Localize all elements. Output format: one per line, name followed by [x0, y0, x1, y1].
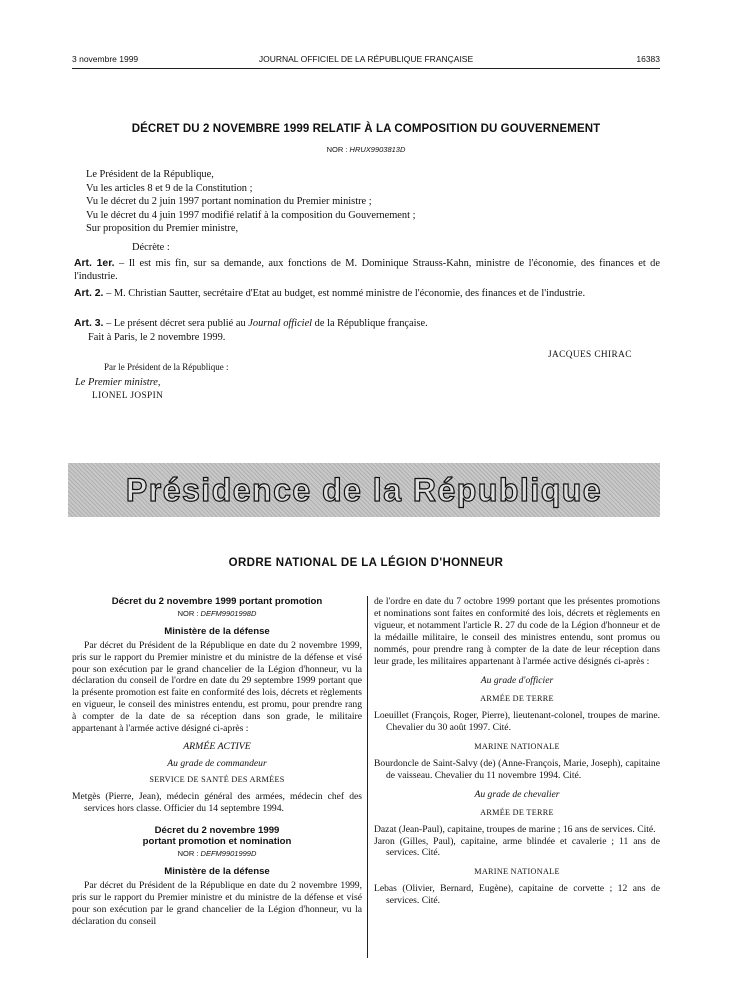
grade-officier: Au grade d'officier — [480, 675, 554, 687]
section-marine-nationale: MARINE NATIONALE — [474, 742, 560, 752]
nor-code: DEFM9901999D — [200, 849, 257, 859]
article-1 — [74, 257, 660, 284]
article-label: Art. 2. — [74, 288, 104, 299]
decree-1-ministry: Ministère de la défense — [164, 625, 270, 637]
entry-loeuillet: Loeuillet (François, Roger, Pierre), lieutenant-colonel, troupes de marine. Chevalier du 30 août 1997. Cité. — [374, 710, 660, 734]
article-3 — [74, 317, 660, 330]
article-label: Art. 1er. — [74, 258, 115, 269]
nor-code: HRUX9903813D — [349, 145, 406, 154]
decrete: Décrète : — [132, 242, 170, 253]
left-column — [72, 596, 362, 928]
article-text: – M. Christian Sautter, secrétaire d'Etat au budget, est nommé ministre de l'économie, des finances et de l'industrie. — [106, 288, 586, 299]
decree-1-title: Décret du 2 novembre 1999 portant promotion — [111, 596, 323, 607]
decree-1-service: SERVICE DE SANTÉ DES ARMÉES — [149, 774, 285, 784]
decree-1-nor — [72, 608, 362, 620]
decree-visas — [86, 168, 415, 236]
article-2 — [74, 287, 660, 300]
signer-name: JACQUES CHIRAC — [548, 350, 632, 360]
decree-2-body-continued: de l'ordre en date du 7 octobre 1999 portant que les présentes promotions et nominations sont faites en conformité des lois, décrets et règlements en vigueur, et notamment l'article R. 27 du code de la Légion d'honneur et de la médaille militaire, le conseil des ministres entendu, sont promus ou nommés, pour prendre rang à compter de la date de leur réception dans leur grade, les militaires appartenant à l'armée active désignés ci-après : — [374, 596, 660, 667]
article-text: de la République française. — [312, 318, 428, 329]
visa-line: Sur proposition du Premier ministre, — [86, 223, 239, 234]
par-le-president: Par le Président de la République : — [104, 362, 229, 372]
nor-label: NOR : — [177, 849, 199, 859]
decree-2-title — [72, 825, 362, 849]
article-text: – Le présent décret sera publié au — [106, 318, 249, 329]
visa-line: Le Président de la République, — [86, 169, 214, 180]
header-page-number: 16383 — [636, 54, 660, 64]
article-text: – Il est mis fin, sur sa demande, aux fonctions de M. Dominique Strauss-Kahn, ministre de l'économie, des finances et de l'industrie. — [74, 258, 660, 283]
nor-label: NOR : — [326, 145, 348, 154]
section-armee-de-terre: ARMÉE DE TERRE — [480, 694, 554, 704]
header-journal: JOURNAL OFFICIEL DE LA RÉPUBLIQUE FRANÇAISE — [258, 54, 474, 64]
section-armee-de-terre: ARMÉE DE TERRE — [480, 807, 554, 817]
decree-2-ministry: Ministère de la défense — [164, 866, 270, 878]
order-title: ORDRE NATIONAL DE LA LÉGION D'HONNEUR — [228, 557, 504, 569]
fait-a-paris: Fait à Paris, le 2 novembre 1999. — [88, 332, 226, 343]
header-rule — [72, 68, 660, 69]
decree-2-body: Par décret du Président de la République en date du 2 novembre 1999, pris sur le rapport du Premier ministre et du ministre de la défense et visé pour son exécution par le grand chancelier de la Légion d'honneur, vu la déclaration du conseil — [72, 880, 362, 927]
right-column — [374, 596, 660, 907]
visa-line: Vu les articles 8 et 9 de la Constitution ; — [86, 182, 253, 194]
banner-text: Présidence de la République — [125, 471, 603, 508]
entry-dazat: Dazat (Jean-Paul), capitaine, troupes de marine ; 16 ans de services. Cité. — [374, 823, 656, 835]
decree-2-title-line: Décret du 2 novembre 1999 — [154, 824, 280, 836]
column-divider — [367, 596, 368, 958]
header-date: 3 novembre 1999 — [72, 54, 139, 64]
entry-bourdoncle: Bourdoncle de Saint-Salvy (de) (Anne-François, Marie, Joseph), capitaine de vaisseau. Chevalier du 11 novembre 1994. Cité. — [374, 757, 660, 781]
premier-ministre-title: Le Premier ministre, — [75, 377, 161, 388]
nor-label: NOR : — [177, 608, 199, 618]
entry-lebas: Lebas (Olivier, Bernard, Eugène), capitaine de corvette ; 12 ans de services. Cité. — [374, 883, 660, 907]
visa-line: Vu le décret du 4 juin 1997 modifié relatif à la composition du Gouvernement ; — [86, 209, 416, 221]
nor-code: DEFM9901998D — [200, 608, 257, 618]
decree-1-army: ARMÉE ACTIVE — [183, 740, 251, 752]
decree-nor — [72, 145, 660, 154]
running-head — [72, 54, 660, 68]
section-banner — [68, 463, 660, 517]
article-text-italic: Journal officiel — [248, 318, 313, 329]
decree-2-title-line: portant promotion et nomination — [142, 836, 292, 848]
section-marine-nationale: MARINE NATIONALE — [474, 867, 560, 877]
decree-1-body: Par décret du Président de la République en date du 2 novembre 1999, pris sur le rapport du Premier ministre et du ministre de la défense et visé pour son exécution par le grand chancelier de la Légion d'honneur, vu la déclaration du conseil de l'ordre en date du 29 septembre 1999 portant que la présente promotion est faite en conformité des lois, décrets et règlements en vigueur, le conseil des ministres entendu, est promu, pour prendre rang à compter de la date de sa réception dans son grade, le militaire appartenant à l'armée active désigné ci-après : — [72, 639, 362, 735]
entry-jaron: Jaron (Gilles, Paul), capitaine, arme blindée et cavalerie ; 11 ans de services. Cité. — [374, 835, 660, 859]
decree-2-nor — [72, 848, 362, 860]
decree-title: DÉCRET DU 2 NOVEMBRE 1999 RELATIF À LA COMPOSITION DU GOUVERNEMENT — [131, 123, 601, 135]
grade-chevalier: Au grade de chevalier — [474, 788, 560, 800]
decree-1-grade: Au grade de commandeur — [167, 757, 267, 769]
visa-line: Vu le décret du 2 juin 1997 portant nomination du Premier ministre ; — [86, 196, 372, 207]
premier-ministre-name: LIONEL JOSPIN — [92, 391, 164, 401]
article-label: Art. 3. — [74, 318, 104, 329]
decree-1-entry: Metgès (Pierre, Jean), médecin général des armées, médecin chef des services hors classe. Officier du 14 septembre 1994. — [72, 790, 362, 814]
